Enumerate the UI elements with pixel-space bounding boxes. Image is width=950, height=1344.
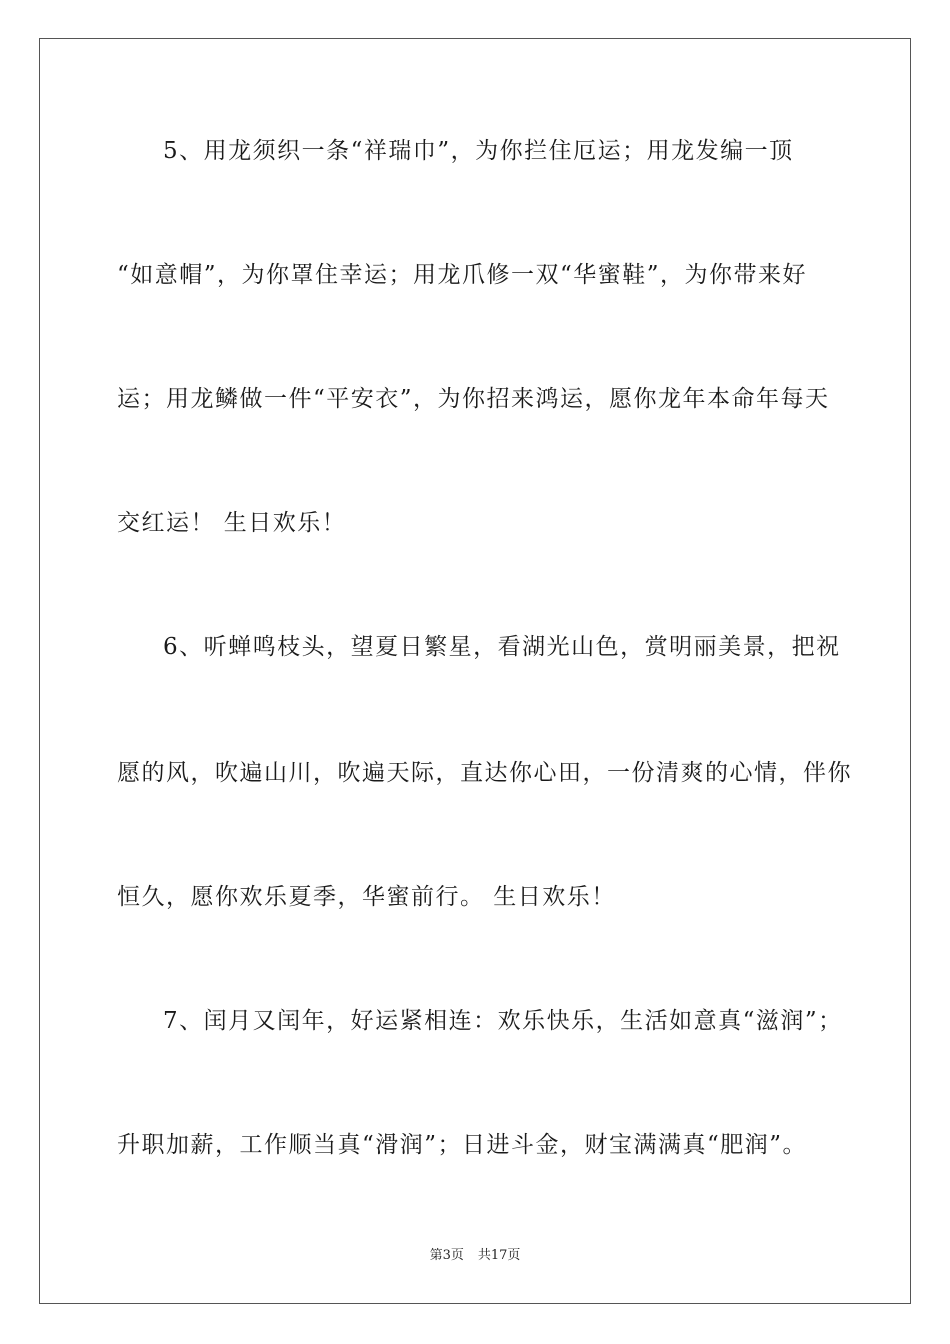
paragraph-6-line-1: 6、听蝉鸣枝头，望夏日繁星，看湖光山色，赏明丽美景，把祝	[163, 634, 841, 660]
page-total: 共17页	[477, 1248, 521, 1263]
paragraph-6-line-2: 愿的风，吹遍山川，吹遍天际，直达你心田，一份清爽的心情，伴你	[117, 760, 852, 786]
paragraph-7-line-1: 7、闰月又闰年，好运紧相连：欢乐快乐，生活如意真“滋润”；	[163, 1008, 843, 1034]
page-number: 第3页	[429, 1248, 464, 1263]
paragraph-5-line-3: 运；用龙鳞做一件“平安衣”，为你招来鸿运，愿你龙年本命年每天	[117, 386, 830, 412]
paragraph-6-line-3: 恒久，愿你欢乐夏季，华蜜前行。 生日欢乐！	[117, 884, 616, 910]
paragraph-5-line-1: 5、用龙须织一条“祥瑞巾”，为你拦住厄运；用龙发编一顶	[163, 138, 794, 164]
page-footer	[0, 1247, 950, 1265]
page-border	[39, 38, 911, 1304]
paragraph-7-line-2: 升职加薪，工作顺当真“滑润”；日进斗金，财宝满满真“肥润”。	[117, 1132, 808, 1158]
paragraph-5-line-2: “如意帽”，为你罩住幸运；用龙爪修一双“华蜜鞋”，为你带来好	[117, 262, 808, 288]
paragraph-5-line-4: 交红运！ 生日欢乐！	[117, 510, 347, 536]
